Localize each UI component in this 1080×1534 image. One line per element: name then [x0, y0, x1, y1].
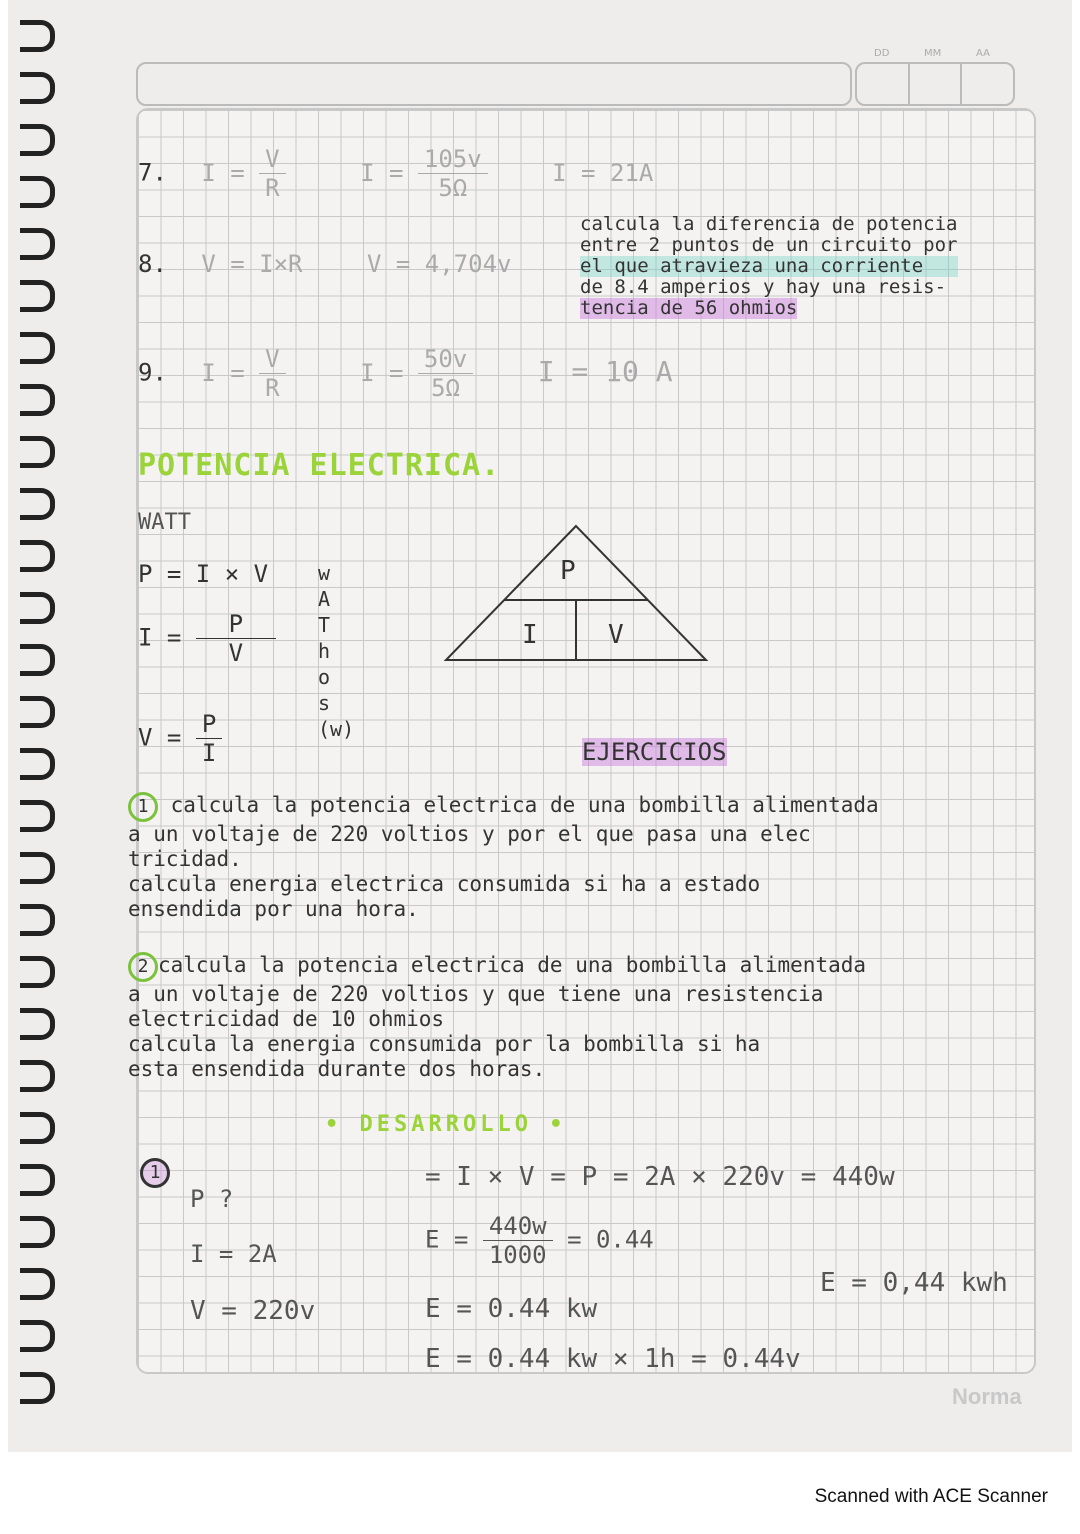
spiral-ring [20, 904, 55, 936]
spiral-ring [20, 384, 55, 416]
spiral-ring [20, 72, 55, 104]
title-box [136, 62, 852, 106]
spiral-ring [20, 176, 55, 208]
spiral-ring [20, 1112, 55, 1144]
energy-final: E = 0,44 kwh [820, 1268, 1008, 1298]
spiral-ring [20, 124, 55, 156]
exercises-title: EJERCICIOS [582, 738, 727, 766]
formula-power: P = I × V [138, 560, 269, 588]
section-title: POTENCIA ELECTRICA. [138, 448, 501, 483]
given-v: V = 220v [190, 1296, 316, 1326]
watts-vertical: w A T h o s (w) [318, 561, 355, 741]
spiral-ring [20, 540, 55, 572]
spiral-ring [20, 228, 55, 260]
date-box [855, 62, 1015, 106]
spiral-ring [20, 280, 55, 312]
spiral-ring [20, 20, 55, 52]
spiral-ring [20, 1216, 55, 1248]
triangle-i: I [522, 620, 538, 650]
exercise-7: 7. I = $\frac{V}{R}$ I = $\frac{105v}{5\Omega}$ I = 21A [138, 145, 654, 202]
formula-current: I = $\frac{P}{V}$ [138, 610, 276, 667]
triangle-v: V [608, 620, 624, 650]
spiral-ring [20, 696, 55, 728]
power-calc: = I × V = P = 2A × 220v = 440w [425, 1162, 895, 1192]
exercise-9: 9. I = $\frac{V}{R}$ I = $\frac{50v}{5\Omega}$ I = 10 A [138, 345, 673, 402]
spiral-ring [20, 800, 55, 832]
spiral-ring [20, 956, 55, 988]
spiral-ring [20, 436, 55, 468]
formula-voltage: V = $\frac{P}{I}$ [138, 710, 222, 767]
spiral-ring [20, 1164, 55, 1196]
energy-calc: E = $\frac{440w}{1000} = 0.44$ [425, 1212, 654, 1269]
unit-label: WATT [138, 510, 191, 535]
energy-kw: E = 0.44 kw [425, 1294, 598, 1324]
spiral-ring [20, 852, 55, 884]
power-triangle [440, 520, 712, 665]
energy-kwh-calc: E = 0.44 kw × 1h = 0.44v [425, 1344, 801, 1374]
date-label-dd: DD [874, 48, 890, 59]
spiral-ring [20, 592, 55, 624]
spiral-binding [20, 20, 60, 1420]
spiral-ring [20, 1320, 55, 1352]
spiral-ring [20, 1268, 55, 1300]
spiral-ring [20, 644, 55, 676]
notebook-brand-logo: Norma [952, 1384, 1022, 1409]
triangle-p: P [560, 556, 576, 586]
date-label-aa: AA [976, 48, 990, 59]
development-title: • DESARROLLO • [325, 1112, 567, 1137]
spiral-ring [20, 1060, 55, 1092]
problem-note: calcula la diferencia de potencia entre 2 puntos de un circuito por el que atravieza una corriente de 8.4 amperios y hay una resis- tencia de 56 ohmios [580, 213, 958, 319]
spiral-ring [20, 748, 55, 780]
scanner-footer: Scanned with ACE Scanner [814, 1486, 1048, 1507]
development-number: 1 [140, 1158, 170, 1188]
problem-1: 1 calcula la potencia electrica de una bombilla alimentada a un voltaje de 220 voltios y por el que pasa una elec tricidad. calcula energia electrica consumida si ha a estado ensendida por una hora. [128, 793, 879, 921]
exercise-8: 8. V = I×R V = 4,704v [138, 250, 512, 278]
problem-2: 2 calcula la potencia electrica de una bombilla alimentada a un voltaje de 220 voltios y que tiene una resistencia electricidad de 10 ohmios calcula la energia consumida por la bombilla si ha esta ensendida durante dos horas. [128, 953, 867, 1081]
spiral-ring [20, 488, 55, 520]
given-p: P ? [190, 1185, 234, 1213]
spiral-ring [20, 332, 55, 364]
spiral-ring [20, 1008, 55, 1040]
spiral-ring [20, 1372, 55, 1404]
given-i: I = 2A [190, 1240, 277, 1268]
date-label-mm: MM [924, 48, 942, 59]
